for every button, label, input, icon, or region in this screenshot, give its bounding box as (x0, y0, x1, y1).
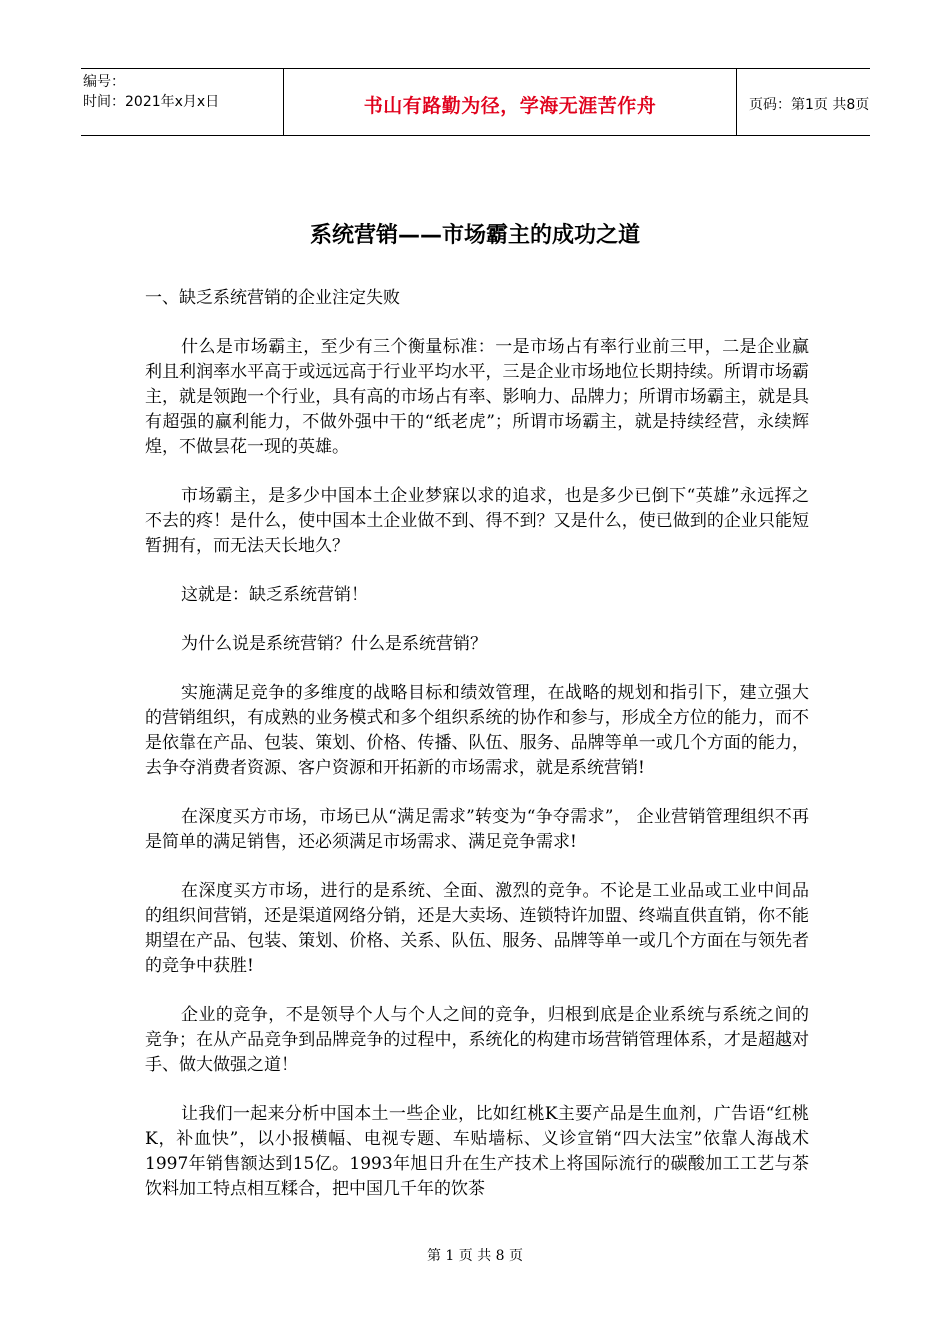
page-footer: 第 1 页 共 8 页 (426, 1248, 524, 1264)
paragraph-5: 实施满足竞争的多维度的战略目标和绩效管理，在战略的规划和指引下，建立强大的营销组织，有成熟的业务模式和多个组织系统的协作和参与，形成全方位的能力，而不是依靠在产品、包装、策划、价格、传播、队伍、服务、品牌等单一或几个方面的能力，去争夺消费者资源、客户资源和开拓新的市场需求，就是系统营销! (145, 683, 809, 778)
paragraph-2: 市场霸主，是多少中国本土企业梦寐以求的追求，也是多少已倒下“英雄”永远挥之不去的疼！是什么，使中国本土企业做不到、得不到？又是什么，使已做到的企业只能短暂拥有，而无法天长地久？ (145, 486, 809, 556)
document-title: 系统营销——市场霸主的成功之道 (309, 223, 640, 248)
header-id-label: 编号： (83, 74, 125, 90)
section-heading: 一、缺乏系统营销的企业注定失败 (145, 288, 400, 308)
paragraph-4: 为什么说是系统营销？什么是系统营销？ (181, 634, 487, 654)
paragraph-6: 在深度买方市场，市场已从“满足需求”转变为“争夺需求”， 企业营销管理组织不再是简单的满足销售，还必须满足市场需求、满足竞争需求! (145, 807, 809, 852)
paragraph-8: 企业的竞争，不是领导个人与个人之间的竞争，归根到底是企业系统与系统之间的竞争；在从产品竞争到品牌竞争的过程中，系统化的构建市场营销管理体系，才是超越对手、做大做强之道！ (145, 1005, 809, 1075)
paragraph-7: 在深度买方市场，进行的是系统、全面、激烈的竞争。不论是工业品或工业中间品的组织间营销，还是渠道网络分销，还是大卖场、连锁特许加盟、终端直供直销，你不能期望在产品、包装、策划、价格、关系、队伍、服务、品牌等单一或几个方面在与领先者的竞争中获胜! (145, 881, 809, 976)
paragraph-3: 这就是：缺乏系统营销！ (181, 585, 368, 605)
paragraph-1: 什么是市场霸主，至少有三个衡量标准：一是市场占有率行业前三甲，二是企业赢利且利润率水平高于或远远高于行业平均水平，三是企业市场地位长期持续。所谓市场霸主，就是领跑一个行业，具有高的市场占有率、影响力、品牌力；所谓市场霸主，就是具有超强的赢利能力，不做外强中干的“纸老虎”；所谓市场霸主，就是持续经营，永续辉煌，不做昙花一现的英雄。 (145, 337, 809, 457)
header-motto: 书山有路勤为径，学海无涯苦作舟 (363, 94, 657, 117)
header-meta (81, 69, 283, 135)
header-page-cell (737, 69, 870, 135)
header-page-label: 页码：第1页 共8页 (749, 97, 870, 113)
document-body (145, 286, 809, 1226)
paragraph-9: 让我们一起来分析中国本土一些企业，比如红桃K主要产品是生血剂，广告语“红桃K，补血快”，以小报横幅、电视专题、车贴墙标、义诊宣销“四大法宝”依靠人海战术1997年销售额达到15亿。1993年旭日升在生产技术上将国际流行的碳酸加工工艺与茶饮料加工特点相互糅合，把中国几千年的饮茶 (145, 1104, 809, 1199)
header-date-label: 时间：2021年x月x日 (83, 94, 220, 110)
header-motto-cell (283, 69, 737, 135)
document-header (81, 68, 870, 136)
